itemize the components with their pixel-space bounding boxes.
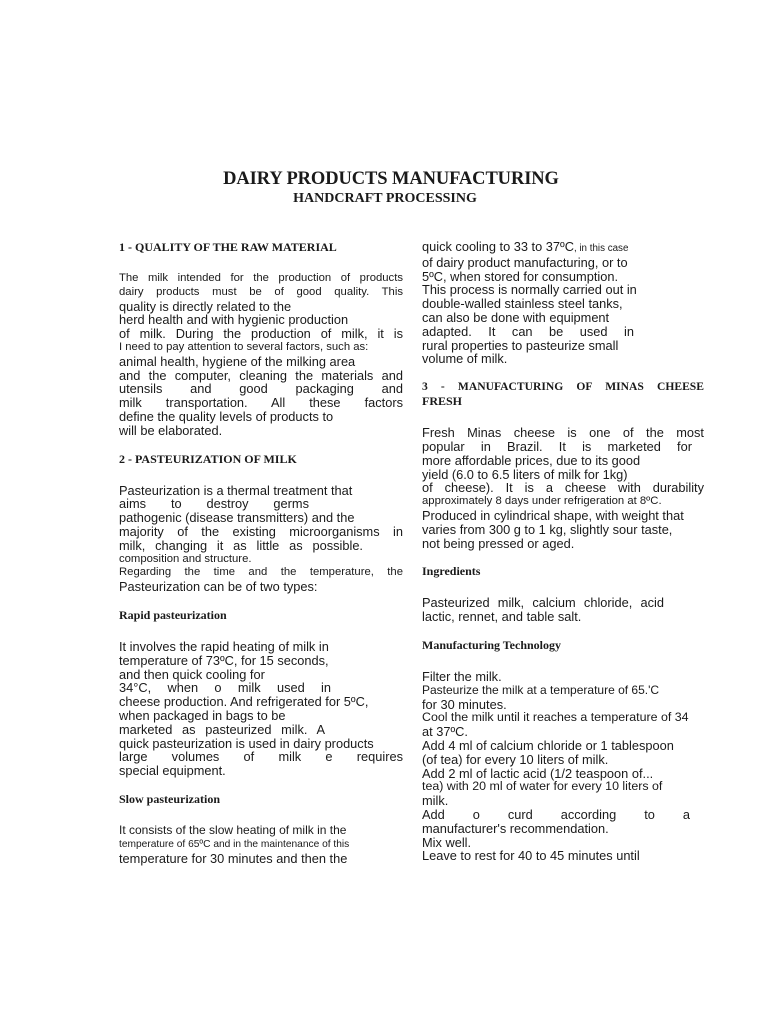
text-line: Cool the milk until it reaches a temperature of 34 (422, 710, 689, 725)
text-line: Mix well. (422, 834, 472, 850)
text-line: of dairy product manufacturing, or to (422, 254, 628, 270)
document-title: DAIRY PRODUCTS MANUFACTURING (223, 169, 559, 189)
text-line: at 37ºC. (422, 724, 468, 740)
left-column (119, 240, 403, 865)
text-line: and then quick cooling for (119, 666, 265, 682)
text-line: milk transportation. All these factors (119, 395, 403, 411)
section-body-technology (422, 670, 704, 863)
section-body-quality (119, 272, 403, 438)
text-line: 5ºC, when stored for consumption. (422, 268, 619, 284)
text-line: tea) with 20 ml of water for every 10 liters of (422, 779, 663, 794)
text-line: Pasteurization is a thermal treatment that (119, 482, 353, 498)
text-line: adapted. It can be used in (422, 323, 634, 339)
text-line: herd health and with hygienic production (119, 312, 349, 328)
text-line: I need to pay attention to several factors, such as: (119, 340, 369, 353)
text-line: temperature for 30 minutes and then the (119, 850, 348, 866)
heading-line: FRESH (422, 394, 463, 409)
text-line: composition and structure. (119, 552, 252, 565)
text-line: Add 2 ml of lactic acid (1/2 teaspoon of... (422, 765, 654, 781)
text-line: volume of milk. (422, 351, 508, 367)
section-body-cooling (422, 240, 704, 366)
text-line: when packaged in bags to be (119, 707, 286, 723)
text-line: and the computer, cleaning the materials and (119, 367, 403, 383)
text-line: rural properties to pasteurize small (422, 337, 619, 353)
text-line: Leave to rest for 40 to 45 minutes until (422, 848, 640, 864)
section-heading-slow: Slow pasteurization (119, 791, 221, 806)
text-line: of milk. During the production of milk, it is (119, 326, 403, 342)
text-line: of cheese). It is a cheese with durability (422, 480, 704, 496)
text-line: marketed as pasteurized milk. A (119, 721, 325, 737)
text-run: quick cooling to 33 to 37ºC (422, 239, 574, 254)
text-line: aims to destroy germs (119, 496, 309, 512)
text-line: The milk intended for the production of products (119, 272, 403, 284)
text-line: approximately 8 days under refrigeration at 8ºC. (422, 495, 662, 508)
text-line: It involves the rapid heating of milk in (119, 638, 329, 654)
text-line: majority of the existing microorganisms in (119, 523, 403, 539)
text-line: large volumes of milk e requires (119, 749, 403, 765)
section-body-slow (119, 824, 403, 865)
text-line: can also be done with equipment (422, 309, 610, 325)
text-line: Fresh Minas cheese is one of the most (422, 425, 704, 441)
text-line: yield (6.0 to 6.5 liters of milk for 1kg) (422, 466, 628, 482)
text-line: dairy products must be of good quality. This (119, 285, 403, 298)
text-line: pathogenic (disease transmitters) and the (119, 510, 355, 526)
text-line: manufacturer's recommendation. (422, 820, 609, 836)
text-line: not being pressed or aged. (422, 535, 575, 551)
text-line: popular in Brazil. It is marketed for (422, 438, 692, 454)
text-line: Add 4 ml of calcium chloride or 1 tablespoon (422, 737, 674, 753)
text-line (422, 240, 704, 256)
text-line: temperature of 73ºC, for 15 seconds, (119, 652, 329, 668)
text-line: Pasteurize the milk at a temperature of 65.'C (422, 682, 660, 697)
text-line: It consists of the slow heating of milk in the (119, 822, 347, 837)
text-line: 34°C, when o milk used in (119, 680, 331, 696)
text-line: quality is directly related to the (119, 298, 292, 314)
text-line: Regarding the time and the temperature, the (119, 566, 403, 579)
text-line: define the quality levels of products to (119, 408, 334, 424)
section-body-minas (422, 426, 704, 550)
text-line: Filter the milk. (422, 668, 502, 684)
document-subtitle: HANDCRAFT PROCESSING (293, 191, 477, 206)
text-line: varies from 300 g to 1 kg, slightly sour taste, (422, 521, 673, 537)
text-line: Pasteurized milk, calcium chloride, acid (422, 595, 664, 611)
heading-line: 3 - MANUFACTURING OF MINAS CHEESE (422, 380, 704, 394)
section-heading-quality: 1 - QUALITY OF THE RAW MATERIAL (119, 240, 337, 254)
text-line: quick pasteurization is used in dairy products (119, 735, 374, 751)
text-line: double-walled stainless steel tanks, (422, 296, 623, 312)
text-line: cheese production. And refrigerated for 5ºC, (119, 694, 369, 710)
text-line: Add o curd according to a (422, 806, 690, 822)
text-line: for 30 minutes. (422, 696, 507, 712)
text-line: (of tea) for every 10 liters of milk. (422, 751, 609, 767)
text-line: This process is normally carried out in (422, 282, 637, 298)
text-line: special equipment. (119, 763, 226, 779)
section-body-pasteurization (119, 484, 403, 594)
section-heading-rapid: Rapid pasteurization (119, 607, 227, 622)
section-heading-ingredients: Ingredients (422, 564, 481, 579)
text-line: utensils and good packaging and (119, 381, 403, 397)
section-body-ingredients (422, 596, 704, 624)
section-heading-minas (422, 380, 704, 408)
text-line: will be elaborated. (119, 422, 223, 438)
text-line: animal health, hygiene of the milking area (119, 353, 356, 369)
text-line: milk. (422, 793, 449, 809)
text-line: milk, changing it as little as possible. (119, 537, 363, 553)
text-run-small: , in this case (573, 243, 629, 254)
text-line: Produced in cylindrical shape, with weight that (422, 507, 684, 523)
section-body-rapid (119, 640, 403, 778)
section-heading-pasteurization: 2 - PASTEURIZATION OF MILK (119, 451, 297, 466)
right-column (422, 240, 704, 863)
text-line: lactic, rennet, and table salt. (422, 609, 582, 625)
text-line: more affordable prices, due to its good (422, 452, 641, 468)
text-line: Pasteurization can be of two types: (119, 579, 318, 595)
text-line: temperature of 65ºC and in the maintenance of this (119, 838, 350, 850)
section-heading-technology: Manufacturing Technology (422, 637, 562, 652)
